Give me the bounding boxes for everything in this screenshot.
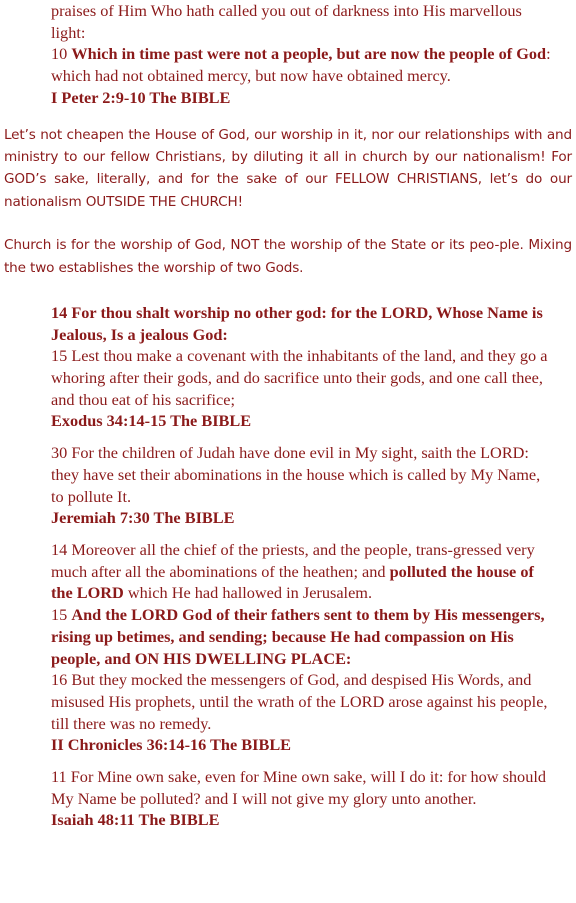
verse-14 [51,539,556,604]
verse-number: 15 [51,605,72,625]
verse-15 [51,604,556,669]
scripture-reference: Jeremiah 7:30 The BIBLE [51,508,235,528]
scripture-reference: Isaiah 48:11 The BIBLE [51,810,220,830]
verse-emphasis: polluted the house of the LORD [51,561,534,603]
verse-16: 16 But they mocked the messengers of God, and despised His Words, and misused His prophets, until the wrath of the LORD arose against his people, till there was no remedy. [51,670,548,733]
body-paragraph [4,124,572,214]
verse-text: : which had not obtained mercy, but now have obtained mercy. [51,44,551,86]
verse-9-continuation: praises of Him Who hath called you out of darkness into His marvellous light: [51,1,522,42]
verse-14 [51,302,556,345]
scripture-quote-jeremiah [51,442,556,529]
verse-30: 30 For the children of Judah have done evil in My sight, saith the LORD: they have set their abominations in the house which is called by My Name, to pollute It. [51,443,541,506]
scripture-quote-isaiah [51,766,556,831]
scripture-reference: Exodus 34:14-15 The BIBLE [51,411,252,431]
verse-emphasis: Which in time past were not a people, but are now the people of God [71,44,547,64]
verse-text: 14 Moreover all the chief of the priests, and the people, trans-gressed very much after all the abominations of the heathen; and [51,539,535,581]
verse-10 [51,43,556,86]
verse-emphasis: And the LORD God of their fathers sent to them by His messengers, rising up betimes, and sending; because He had compassion on His people, and ON HIS DWELLING PLACE: [51,605,545,668]
verse-number: 10 [51,44,72,64]
body-paragraph [4,234,572,279]
verse-text: which He had hallowed in Jerusalem. [123,583,373,603]
scripture-reference: I Peter 2:9-10 The BIBLE [51,87,231,107]
paragraph-text: Let’s not cheapen the House of God, our worship in it, nor our relationships with and ministry to our fellow Christians, by diluting it all in church by our nationalism! For GOD’s sake, literally, and for the sake of our FELLOW CHRISTIANS, let’s do our nationalism OUTSIDE THE CHURCH! [4,126,572,210]
verse-15: 15 Lest thou make a covenant with the inhabitants of the land, and they go a whoring after their gods, and do sacrifice unto their gods, and one call thee, and thou eat of his sacrifice; [51,346,548,409]
paragraph-text: Church is for the worship of God, NOT the worship of the State or its peo-ple. Mixing the two establishes the worship of two Gods. [4,237,572,276]
scripture-reference: II Chronicles 36:14-16 The BIBLE [51,735,292,755]
verse-11: 11 For Mine own sake, even for Mine own sake, will I do it: for how should My Name be polluted? and I will not give my glory unto another. [51,767,546,808]
scripture-quote-exodus [51,302,556,432]
scripture-quote-chronicles [51,539,556,756]
scripture-quote-peter [51,0,556,109]
verse-emphasis: 14 For thou shalt worship no other god: for the LORD, Whose Name is Jealous, Is a jealous God: [51,302,543,344]
